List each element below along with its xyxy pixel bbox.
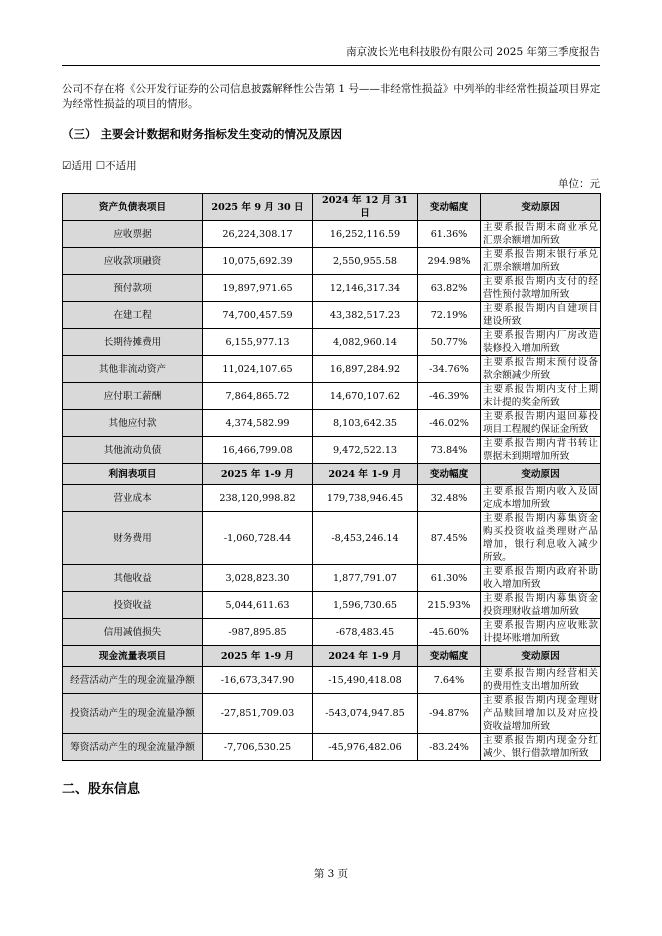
change-rate: 61.36% [418, 221, 481, 248]
current-value: -27,851,709.03 [203, 694, 313, 734]
item-name: 经营活动产生的现金流量净额 [63, 667, 203, 694]
prior-value: 4,082,960.14 [313, 329, 418, 356]
change-rate: 87.45% [418, 512, 481, 565]
prior-value: 1,877,791.07 [313, 565, 418, 592]
item-name: 筹资活动产生的现金流量净额 [63, 734, 203, 761]
change-rate: -83.24% [418, 734, 481, 761]
change-reason: 主要系报告期内退回募投项目工程履约保证金所致 [481, 410, 601, 437]
column-header: 资产负债表项目 [63, 194, 203, 221]
change-rate: -46.39% [418, 383, 481, 410]
current-value: -7,706,530.25 [203, 734, 313, 761]
prior-value: 179,738,946.45 [313, 485, 418, 512]
change-rate: 72.19% [418, 302, 481, 329]
intro-paragraph: 公司不存在将《公开发行证券的公司信息披露解释性公告第 1 号——非经常性损益》中列举的非经常性损益项目界定为经常性损益的项目的情形。 [62, 83, 601, 110]
prior-value: 12,146,317.34 [313, 275, 418, 302]
column-header: 变动幅度 [418, 646, 481, 667]
current-value: 10,075,692.39 [203, 248, 313, 275]
current-value: 3,028,823.30 [203, 565, 313, 592]
change-reason: 主要系报告期内募集资金投资理财收益增加所致 [481, 592, 601, 619]
current-value: 26,224,308.17 [203, 221, 313, 248]
item-name: 财务费用 [63, 512, 203, 565]
item-name: 其他非流动资产 [63, 356, 203, 383]
current-value: 6,155,977.13 [203, 329, 313, 356]
current-value: -987,895.85 [203, 619, 313, 646]
table-row [63, 383, 601, 410]
item-name: 其他收益 [63, 565, 203, 592]
change-rate: 32.48% [418, 485, 481, 512]
change-reason: 主要系报告期末预付设备款余额减少所致 [481, 356, 601, 383]
column-header: 变动原因 [481, 194, 601, 221]
column-header: 变动原因 [481, 646, 601, 667]
financial-changes-table [62, 193, 601, 761]
applicable-checkbox: ☑适用 ☐不适用 [62, 160, 137, 172]
item-name: 应付职工薪酬 [63, 383, 203, 410]
change-reason: 主要系报告期末银行承兑汇票余额增加所致 [481, 248, 601, 275]
table-row [63, 592, 601, 619]
change-rate: -34.76% [418, 356, 481, 383]
section-title: （三） 主要会计数据和财务指标发生变动的情况及原因 [62, 127, 343, 141]
current-value: 5,044,611.63 [203, 592, 313, 619]
table-row [63, 437, 601, 464]
current-value: 19,897,971.65 [203, 275, 313, 302]
table-row [63, 221, 601, 248]
table-row [63, 485, 601, 512]
change-rate: 50.77% [418, 329, 481, 356]
table-row [63, 512, 601, 565]
table-header-row [63, 464, 601, 485]
change-rate: 215.93% [418, 592, 481, 619]
change-rate: -45.60% [418, 619, 481, 646]
item-name: 其他流动负债 [63, 437, 203, 464]
column-header: 2024 年 12 月 31 日 [313, 194, 418, 221]
table-row [63, 565, 601, 592]
current-value: 4,374,582.99 [203, 410, 313, 437]
prior-value: 2,550,955.58 [313, 248, 418, 275]
prior-value: -45,976,482.06 [313, 734, 418, 761]
column-header: 2025 年 1-9 月 [203, 464, 313, 485]
change-rate: -46.02% [418, 410, 481, 437]
column-header: 2024 年 1-9 月 [313, 646, 418, 667]
prior-value: 16,252,116.59 [313, 221, 418, 248]
table-row [63, 667, 601, 694]
column-header: 变动幅度 [418, 194, 481, 221]
column-header: 2025 年 1-9 月 [203, 646, 313, 667]
change-reason: 主要系报告期内募集资金购买投资收益类理财产品增加，银行利息收入减少所致。 [481, 512, 601, 565]
table-row [63, 694, 601, 734]
table-row [63, 302, 601, 329]
current-value: 74,700,457.59 [203, 302, 313, 329]
change-reason: 主要系报告期内现金理财产品赎回增加以及对应投资收益增加所致 [481, 694, 601, 734]
prior-value: -15,490,418.08 [313, 667, 418, 694]
item-name: 长期待摊费用 [63, 329, 203, 356]
prior-value: 8,103,642.35 [313, 410, 418, 437]
current-value: 7,864,865.72 [203, 383, 313, 410]
change-rate: 7.64% [418, 667, 481, 694]
change-reason: 主要系报告期内收入及固定成本增加所致 [481, 485, 601, 512]
unit-label: 单位：元 [558, 178, 600, 190]
table-row [63, 329, 601, 356]
item-name: 投资收益 [63, 592, 203, 619]
current-value: 238,120,998.82 [203, 485, 313, 512]
shareholder-section-title: 二、股东信息 [62, 782, 141, 797]
column-header: 利润表项目 [63, 464, 203, 485]
change-reason: 主要系报告期内应收账款计提坏账增加所致 [481, 619, 601, 646]
item-name: 预付款项 [63, 275, 203, 302]
change-rate: -94.87% [418, 694, 481, 734]
table-row [63, 410, 601, 437]
prior-value: 9,472,522.13 [313, 437, 418, 464]
table-row [63, 248, 601, 275]
item-name: 信用减值损失 [63, 619, 203, 646]
prior-value: 43,382,517.23 [313, 302, 418, 329]
item-name: 营业成本 [63, 485, 203, 512]
change-reason: 主要系报告期内支付上期末计提的奖金所致 [481, 383, 601, 410]
change-reason: 主要系报告期内现金分红减少、银行借款增加所致 [481, 734, 601, 761]
column-header: 现金流量表项目 [63, 646, 203, 667]
prior-value: -8,453,246.14 [313, 512, 418, 565]
prior-value: -678,483.45 [313, 619, 418, 646]
change-reason: 主要系报告期内背书转让票据未到期增加所致 [481, 437, 601, 464]
current-value: 16,466,799.08 [203, 437, 313, 464]
change-reason: 主要系报告期内支付的经营性预付款增加所致 [481, 275, 601, 302]
table-row [63, 275, 601, 302]
change-rate: 294.98% [418, 248, 481, 275]
current-value: 11,024,107.65 [203, 356, 313, 383]
item-name: 应收票据 [63, 221, 203, 248]
change-reason: 主要系报告期内政府补助收入增加所致 [481, 565, 601, 592]
prior-value: -543,074,947.85 [313, 694, 418, 734]
prior-value: 14,670,107.62 [313, 383, 418, 410]
change-reason: 主要系报告期内经营相关的费用性支出增加所致 [481, 667, 601, 694]
table-row [63, 619, 601, 646]
column-header: 变动幅度 [418, 464, 481, 485]
column-header: 变动原因 [481, 464, 601, 485]
table-header-row [63, 646, 601, 667]
prior-value: 1,596,730.65 [313, 592, 418, 619]
item-name: 在建工程 [63, 302, 203, 329]
item-name: 其他应付款 [63, 410, 203, 437]
change-reason: 主要系报告期内厂房改造装修投入增加所致 [481, 329, 601, 356]
table-row [63, 356, 601, 383]
change-rate: 61.30% [418, 565, 481, 592]
item-name: 应收款项融资 [63, 248, 203, 275]
column-header: 2024 年 1-9 月 [313, 464, 418, 485]
change-reason: 主要系报告期内自建项目建设所致 [481, 302, 601, 329]
page-number: 第 3 页 [313, 868, 349, 880]
current-value: -16,673,347.90 [203, 667, 313, 694]
report-header: 南京波长光电科技股份有限公司 2025 年第三季度报告 [62, 44, 600, 66]
change-rate: 63.82% [418, 275, 481, 302]
current-value: -1,060,728.44 [203, 512, 313, 565]
change-rate: 73.84% [418, 437, 481, 464]
item-name: 投资活动产生的现金流量净额 [63, 694, 203, 734]
column-header: 2025 年 9 月 30 日 [203, 194, 313, 221]
table-row [63, 734, 601, 761]
table-header-row [63, 194, 601, 221]
change-reason: 主要系报告期末商业承兑汇票余额增加所致 [481, 221, 601, 248]
prior-value: 16,897,284.92 [313, 356, 418, 383]
